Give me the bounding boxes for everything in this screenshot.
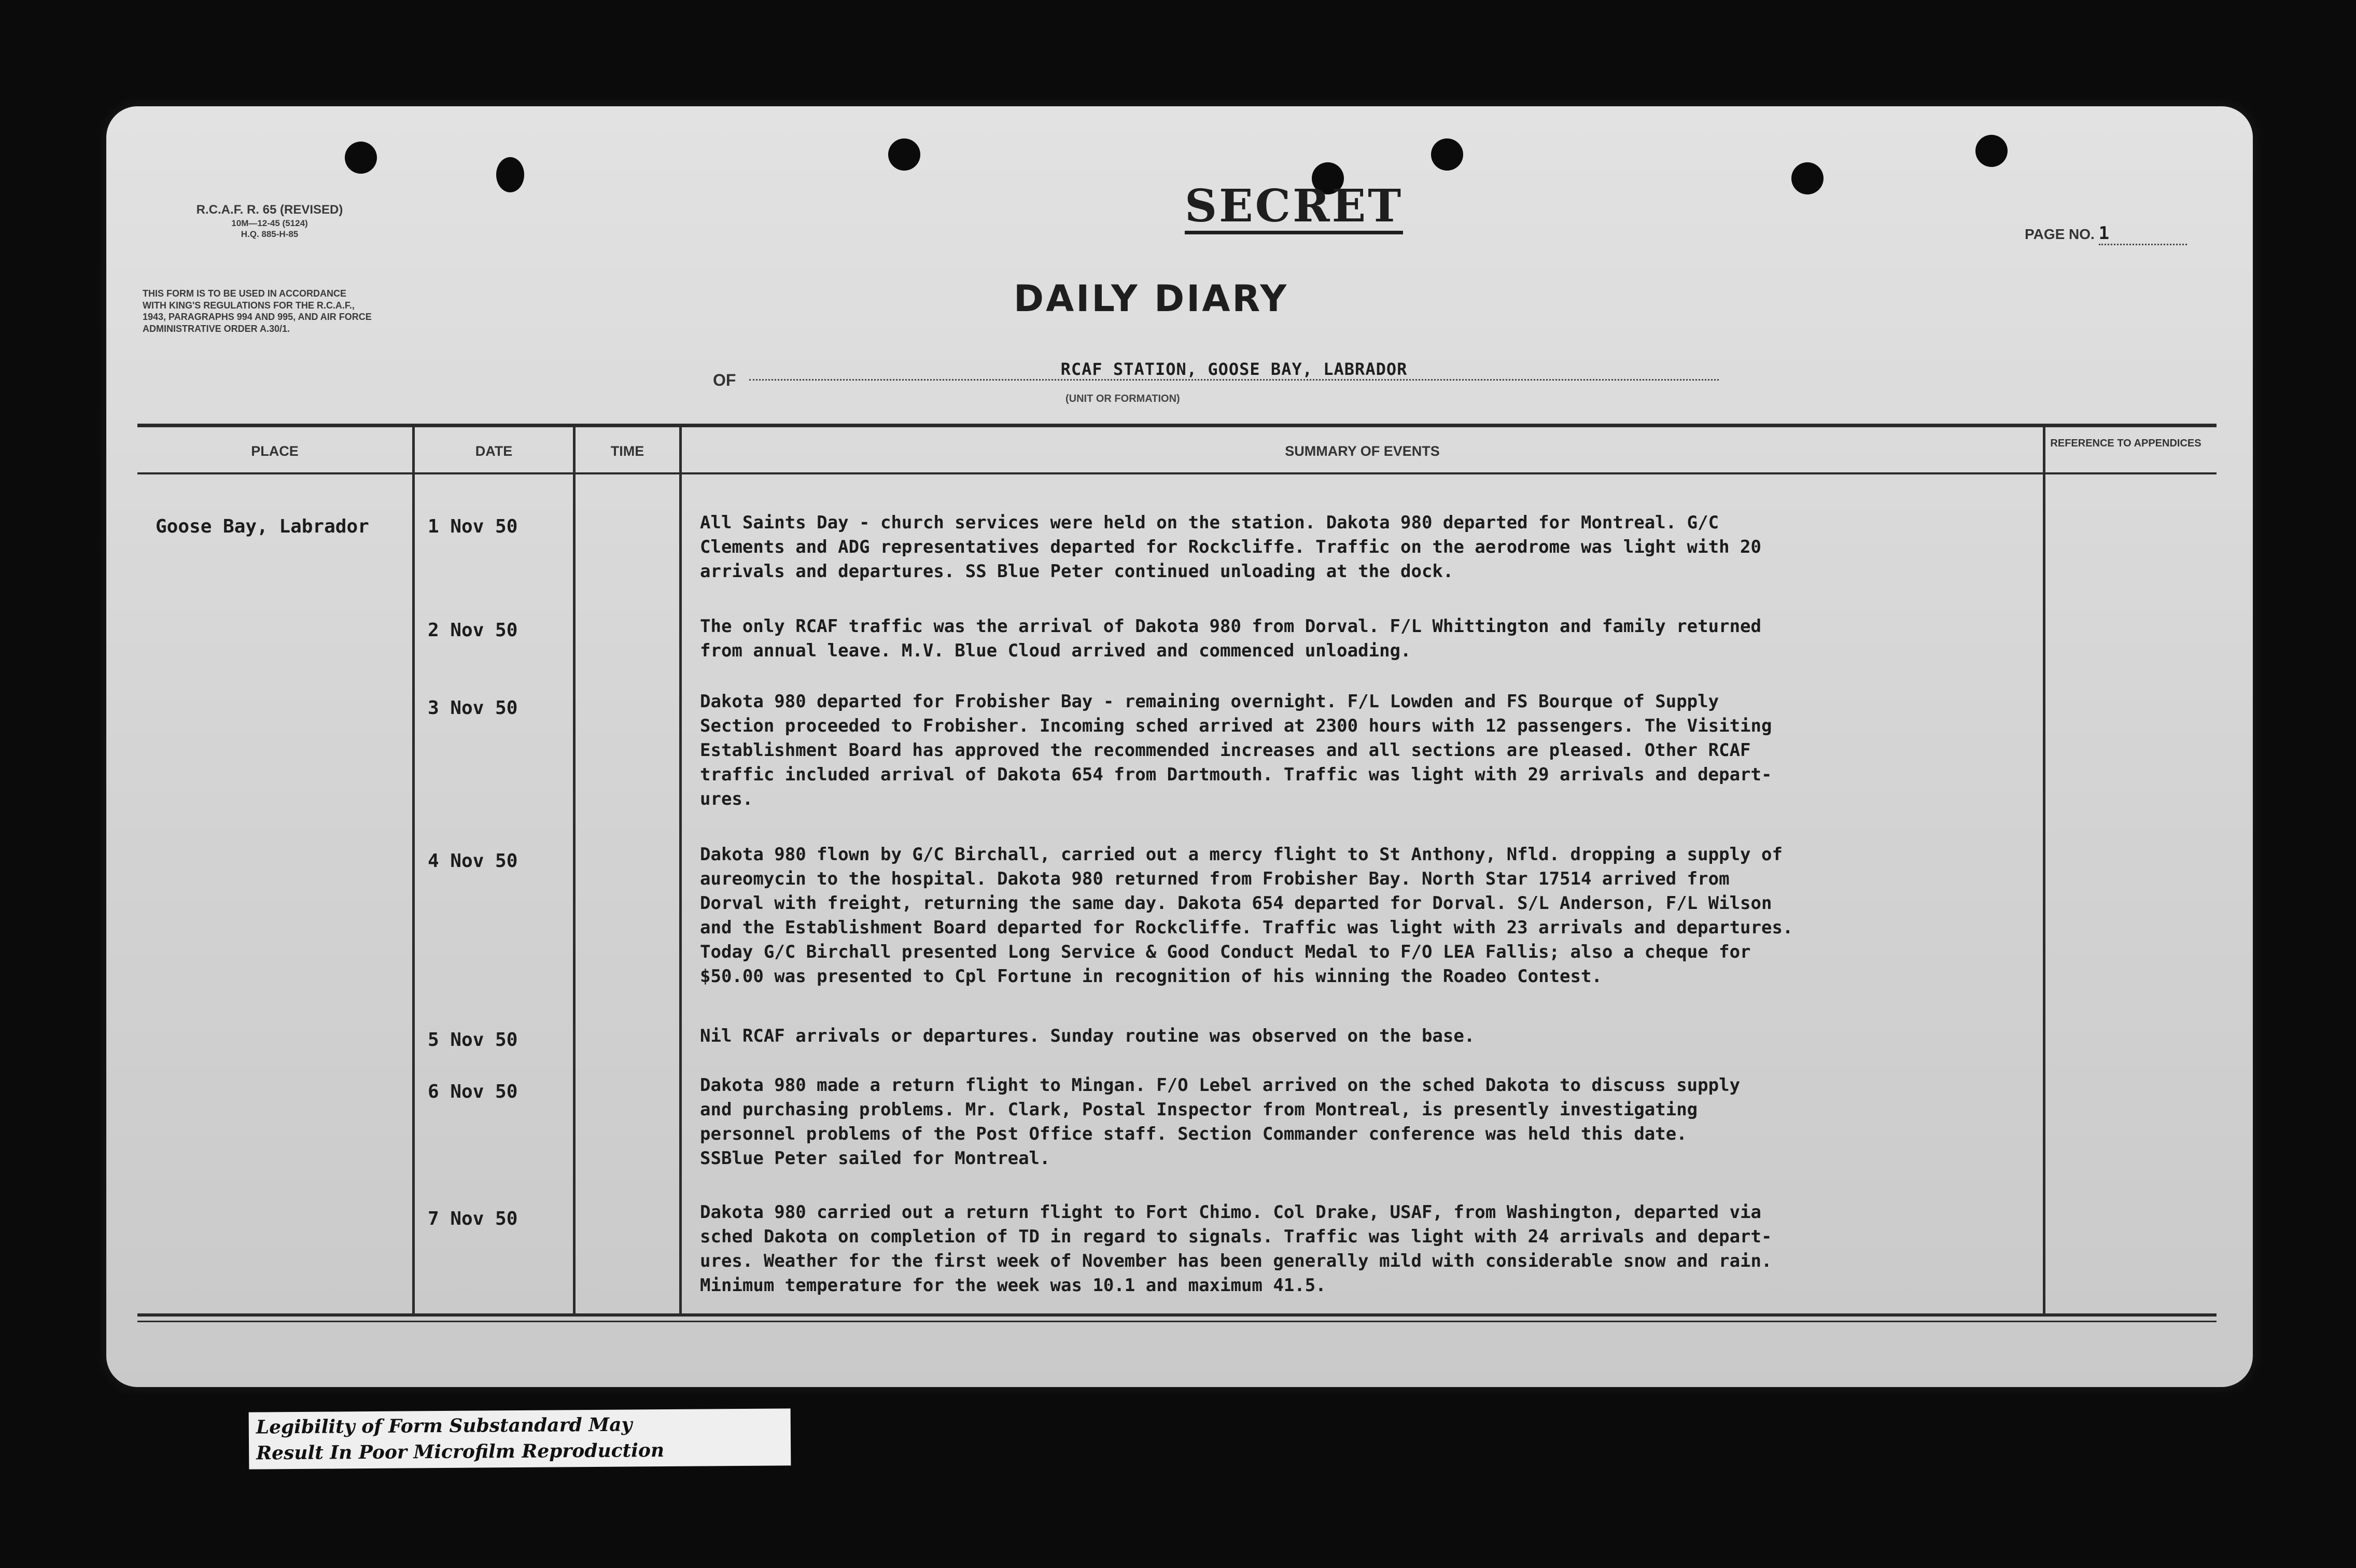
column-header-place: PLACE — [251, 443, 299, 459]
page-title: DAILY DIARY — [1014, 277, 1289, 320]
table-header-rule — [137, 472, 2217, 474]
stamp-line: Result In Poor Microfilm Reproduction — [256, 1439, 665, 1464]
column-header-reference: REFERENCE TO APPENDICES — [2050, 438, 2201, 449]
entry-summary: Dakota 980 made a return flight to Mingan. F/O Lebel arrived on the sched Dakota to discuss supply and purchasing problems. Mr. Clark, Postal Inspector from Montreal, is presently investigating personnel problems of the Post Office staff. Section Commander conference was held this date. SSBlue Peter sailed for Montreal. — [700, 1075, 1741, 1169]
punch-hole — [345, 142, 377, 174]
form-instructions — [143, 288, 537, 334]
column-divider — [573, 427, 576, 1314]
stamp-line: Legibility of Form Substandard May — [256, 1413, 633, 1438]
instructions-line: THIS FORM IS TO BE USED IN ACCORDANCE — [143, 288, 347, 299]
punch-hole — [1791, 162, 1824, 194]
entry-summary: Dakota 980 carried out a return flight to Fort Chimo. Col Drake, USAF, from Washington, departed via sched Dakota on completion of TD in regard to signals. Traffic was light with 24 arrivals and depart- ures. Weather for the first week of November has been generally mild with considerable snow and rain. Minimum temperature for the week was 10.1 and maximum 41.5. — [700, 1202, 1772, 1296]
column-divider — [412, 427, 415, 1314]
entry-date: 4 Nov 50 — [428, 850, 518, 872]
unit-line — [749, 359, 1719, 381]
diary-sheet — [106, 106, 2253, 1387]
punch-hole — [1431, 138, 1463, 171]
punch-hole — [1975, 135, 2008, 167]
column-divider — [679, 427, 682, 1314]
table-top-rule — [137, 424, 2217, 427]
entry-date: 6 Nov 50 — [428, 1081, 518, 1102]
entry-summary: Dakota 980 flown by G/C Birchall, carried out a mercy flight to St Anthony, Nfld. dropping a supply of aureomycin to the hospital. Dakota 980 returned from Frobisher Bay. North Star 17514 arrived from Dorval with freight, returning the same day. Dakota 654 departed for Dorval. S/L Anderson, F/L Wilson and the Establishment Board departed for Rockcliffe. Traffic was light with 23 arrivals and departures. Today G/C Birchall presented Long Service & Good Conduct Medal to F/O LEA Fallis; also a cheque for $50.00 was presented to Cpl Fortune in recognition of his winning the Roadeo Contest. — [700, 844, 1793, 987]
entry-date: 7 Nov 50 — [428, 1208, 518, 1229]
page-number-label: PAGE NO. — [2025, 226, 2095, 242]
instructions-line: ADMINISTRATIVE ORDER A.30/1. — [143, 323, 290, 334]
entry-summary: All Saints Day - church services were held on the station. Dakota 980 departed for Montreal. G/C Clements and ADG representatives departed for Rockcliffe. Traffic on the aerodrome was light with 20 arrivals and departures. SS Blue Peter continued unloading at the dock. — [700, 512, 1761, 582]
entry-date: 2 Nov 50 — [428, 620, 518, 641]
page-number — [2025, 223, 2187, 245]
unit-name: RCAF STATION, GOOSE BAY, LABRADOR — [1060, 359, 1408, 379]
column-header-date: DATE — [475, 443, 513, 459]
unit-of-label: OF — [713, 371, 736, 389]
column-divider — [2043, 427, 2045, 1314]
entry-date: 3 Nov 50 — [428, 697, 518, 719]
classification-heading: SECRET — [1185, 184, 1403, 234]
entry-date: 1 Nov 50 — [428, 516, 518, 537]
place-value: Goose Bay, Labrador — [156, 516, 369, 537]
column-header-time: TIME — [610, 443, 644, 459]
form-id — [156, 202, 384, 240]
legibility-stamp — [249, 1408, 791, 1469]
instructions-line: WITH KING'S REGULATIONS FOR THE R.C.A.F., — [143, 300, 355, 311]
entry-date: 5 Nov 50 — [428, 1029, 518, 1051]
form-id-line: R.C.A.F. R. 65 (REVISED) — [196, 203, 343, 217]
punch-hole — [496, 157, 524, 192]
instructions-line: 1943, PARAGRAPHS 994 AND 995, AND AIR FORCE — [143, 312, 372, 322]
form-id-line: 10M—12-45 (5124) — [231, 218, 308, 228]
punch-hole — [888, 138, 920, 171]
entry-summary: The only RCAF traffic was the arrival of Dakota 980 from Dorval. F/L Whittington and family returned from annual leave. M.V. Blue Cloud arrived and commenced unloading. — [700, 616, 1761, 661]
unit-caption: (UNIT OR FORMATION) — [1065, 393, 1180, 404]
page-number-value: 1 — [2099, 223, 2187, 245]
table-bottom-rule — [137, 1313, 2217, 1317]
table-bottom-rule — [137, 1321, 2217, 1322]
form-id-line: H.Q. 885-H-85 — [241, 229, 299, 240]
entry-summary: Nil RCAF arrivals or departures. Sunday routine was observed on the base. — [700, 1026, 1475, 1046]
entry-summary: Dakota 980 departed for Frobisher Bay - remaining overnight. F/L Lowden and FS Bourque of Supply Section proceeded to Frobisher. Incoming sched arrived at 2300 hours with 12 passengers. The Visiting Establishment Board has approved the recommended increases and all sections are pleased. Other RCAF traffic included arrival of Dakota 654 from Dartmouth. Traffic was light with 29 arrivals and depart- ures. — [700, 691, 1772, 809]
column-header-summary: SUMMARY OF EVENTS — [1285, 443, 1440, 459]
